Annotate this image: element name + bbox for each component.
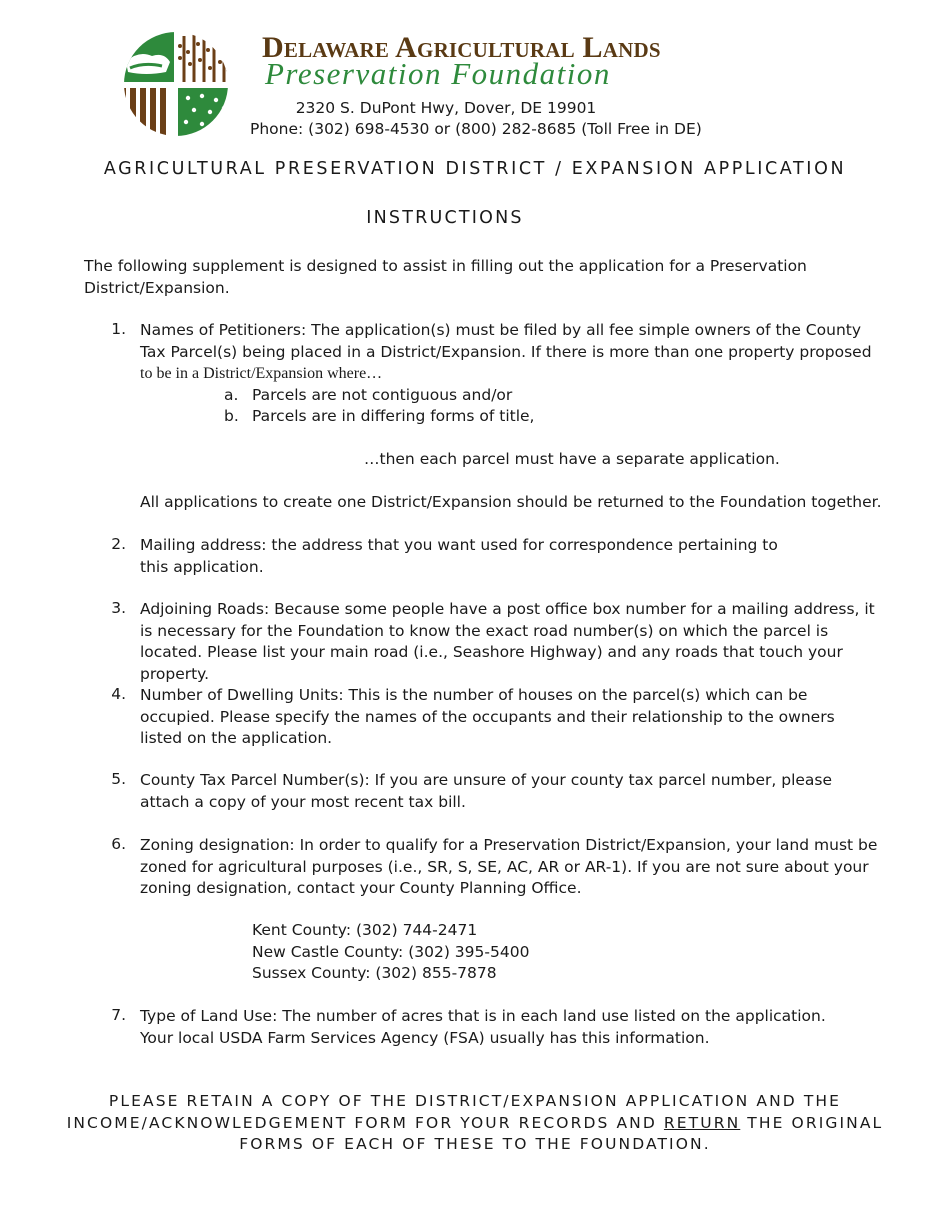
item-1-text-a: Names of Petitioners: The application(s) must be filed by all fee simple owners of the County Tax Parcel(s) being placed in a District/Expansion. If there is more than one property proposed — [140, 321, 872, 361]
item-1-text-b: to be in a District/Expansion where… — [140, 365, 383, 382]
notice-part2: THE ORIGINAL FORMS OF EACH OF THESE TO THE FOUNDATION. — [239, 1113, 884, 1153]
org-phone: Phone: (302) 698-4530 or (800) 282-8685 (Toll Free in DE) — [250, 120, 702, 138]
sub-item-text: Parcels are not contiguous and/or — [252, 386, 513, 404]
instructions-heading: INSTRUCTIONS — [366, 208, 524, 228]
item-number: 1. — [111, 320, 126, 338]
sub-item-label: b. — [224, 407, 239, 425]
retain-copy-notice — [55, 1091, 895, 1156]
item-number: 4. — [111, 685, 126, 703]
intro-paragraph: The following supplement is designed to assist in filling out the application for a Preservation District/Expansion. — [84, 257, 807, 297]
notice-part1: PLEASE RETAIN A COPY OF THE DISTRICT/EXPANSION APPLICATION AND THE INCOME/ACKNOWLEDGEMENT FORM FOR YOUR RECORDS AND — [66, 1092, 842, 1132]
org-name-line2: Preservation Foundation — [265, 56, 611, 91]
item-number: 6. — [111, 835, 126, 853]
org-name-line1: Delaware Agricultural Lands — [262, 31, 661, 64]
item-number: 3. — [111, 599, 126, 617]
page-title: AGRICULTURAL PRESERVATION DISTRICT / EXPANSION APPLICATION — [103, 159, 847, 179]
item-number: 7. — [111, 1006, 126, 1024]
item-3-text: Adjoining Roads: Because some people have a post office box number for a mailing address, it is necessary for the Foundation to know the exact road number(s) on which the parcel is located. Please list your main road (i.e., Seashore Highway) and any roads that touch your property. — [140, 600, 875, 683]
item-number: 5. — [111, 770, 126, 788]
item-7-text: Type of Land Use: The number of acres that is in each land use listed on the application. Your local USDA Farm Services Agency (FSA) usually has this information. — [140, 1007, 826, 1047]
item-1-text — [140, 320, 880, 385]
item-2-text: Mailing address: the address that you want used for correspondence pertaining to this application. — [140, 536, 778, 576]
county-contact: New Castle County: (302) 395-5400 — [252, 943, 530, 961]
item-6-text: Zoning designation: In order to qualify for a Preservation District/Expansion, your land must be zoned for agricultural purposes (i.e., SR, S, SE, AC, AR or AR-1). If you are not sure about your zoning designation, contact your County Planning Office. — [140, 836, 878, 897]
sub-item-text: Parcels are in differing forms of title, — [252, 407, 535, 425]
county-contact: Sussex County: (302) 855-7878 — [252, 964, 497, 982]
item-number: 2. — [111, 535, 126, 553]
sub-item-label: a. — [224, 386, 239, 404]
county-contact: Kent County: (302) 744-2471 — [252, 921, 478, 939]
org-address: 2320 S. DuPont Hwy, Dover, DE 19901 — [295, 99, 597, 117]
separate-application-note: …then each parcel must have a separate application. — [364, 450, 780, 468]
item-5-text: County Tax Parcel Number(s): If you are unsure of your county tax parcel number, please attach a copy of your most recent tax bill. — [140, 771, 833, 811]
notice-return-word: RETURN — [663, 1113, 741, 1132]
item-4-text: Number of Dwelling Units: This is the number of houses on the parcel(s) which can be occupied. Please specify the names of the occupants and their relationship to the owners listed on the application. — [140, 686, 835, 747]
foundation-logo-icon — [116, 32, 236, 136]
return-together-note: All applications to create one District/Expansion should be returned to the Foundation together. — [140, 493, 882, 511]
